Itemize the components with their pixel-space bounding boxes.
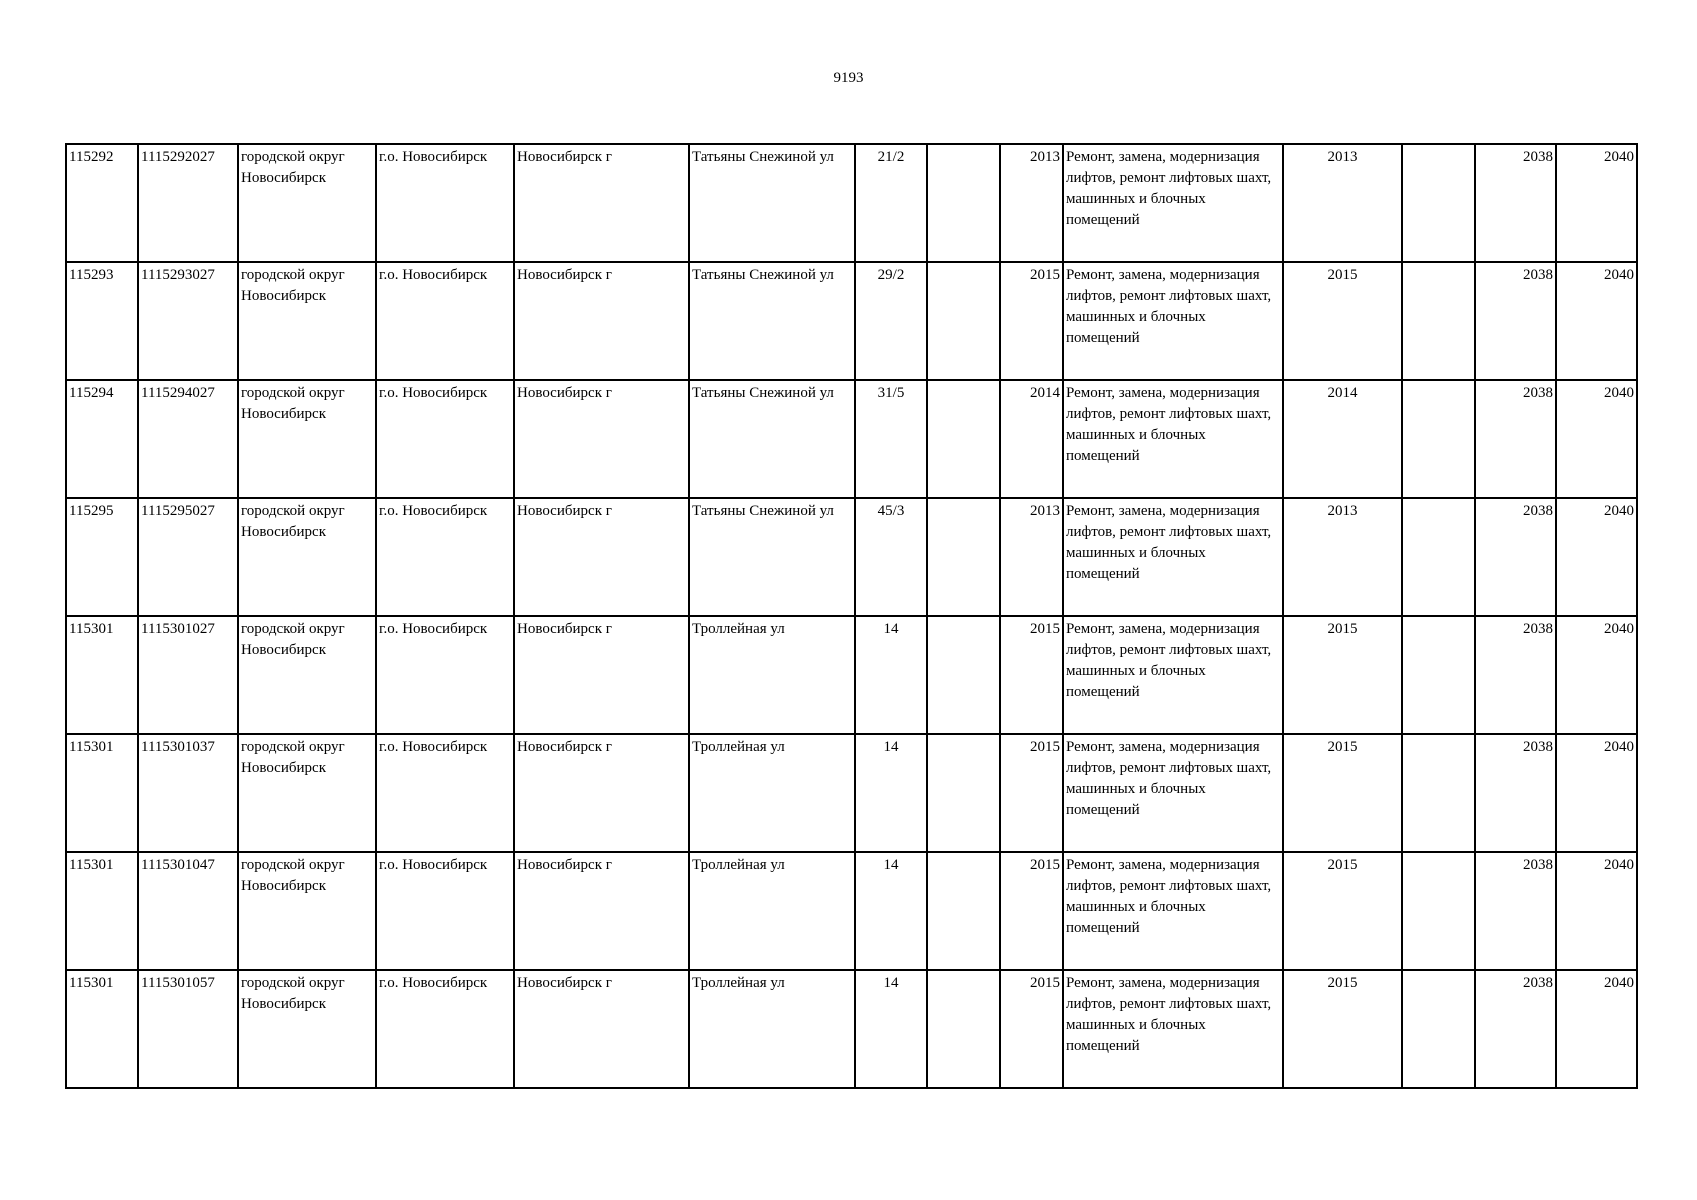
cell-street: Татьяны Снежиной ул (689, 262, 855, 380)
cell-work-type: Ремонт, замена, модернизация лифтов, ремонт лифтовых шахт, машинных и блочных помещений (1063, 262, 1283, 380)
cell-work-type: Ремонт, замена, модернизация лифтов, ремонт лифтовых шахт, машинных и блочных помещений (1063, 498, 1283, 616)
cell-work-year: 2015 (1283, 262, 1402, 380)
cell-work-year: 2015 (1283, 970, 1402, 1088)
cell-empty (1402, 380, 1475, 498)
cell-work-type: Ремонт, замена, модернизация лифтов, ремонт лифтовых шахт, машинных и блочных помещений (1063, 970, 1283, 1088)
cell-empty (1402, 734, 1475, 852)
table-body (66, 144, 1637, 1088)
cell-plan-from: 2038 (1475, 616, 1556, 734)
cell-empty (1402, 970, 1475, 1088)
cell-district: городской округ Новосибирск (238, 380, 376, 498)
cell-plan-to: 2040 (1556, 144, 1637, 262)
cell-district: городской округ Новосибирск (238, 262, 376, 380)
cell-settlement: Новосибирск г (514, 262, 689, 380)
cell-street: Троллейная ул (689, 734, 855, 852)
cell-plan-from: 2038 (1475, 734, 1556, 852)
cell-settlement: Новосибирск г (514, 852, 689, 970)
cell-code: 1115301037 (138, 734, 238, 852)
cell-street: Троллейная ул (689, 970, 855, 1088)
cell-code: 1115301047 (138, 852, 238, 970)
cell-street: Татьяны Снежиной ул (689, 144, 855, 262)
cell-plan-to: 2040 (1556, 498, 1637, 616)
table-row (66, 144, 1637, 262)
cell-year: 2015 (1000, 970, 1063, 1088)
cell-settlement: Новосибирск г (514, 616, 689, 734)
cell-plan-from: 2038 (1475, 970, 1556, 1088)
cell-empty (1402, 144, 1475, 262)
registry-table (65, 143, 1638, 1089)
cell-municipality: г.о. Новосибирск (376, 734, 514, 852)
cell-empty (1402, 852, 1475, 970)
cell-id: 115293 (66, 262, 138, 380)
cell-district: городской округ Новосибирск (238, 734, 376, 852)
cell-house: 14 (855, 852, 927, 970)
cell-plan-to: 2040 (1556, 734, 1637, 852)
cell-code: 1115295027 (138, 498, 238, 616)
cell-code: 1115292027 (138, 144, 238, 262)
cell-empty (927, 498, 1000, 616)
cell-plan-to: 2040 (1556, 262, 1637, 380)
cell-year: 2014 (1000, 380, 1063, 498)
cell-year: 2015 (1000, 262, 1063, 380)
cell-municipality: г.о. Новосибирск (376, 852, 514, 970)
table-row (66, 734, 1637, 852)
table-row (66, 970, 1637, 1088)
cell-district: городской округ Новосибирск (238, 498, 376, 616)
cell-house: 21/2 (855, 144, 927, 262)
cell-settlement: Новосибирск г (514, 734, 689, 852)
cell-work-type: Ремонт, замена, модернизация лифтов, ремонт лифтовых шахт, машинных и блочных помещений (1063, 852, 1283, 970)
cell-settlement: Новосибирск г (514, 970, 689, 1088)
cell-house: 14 (855, 616, 927, 734)
cell-plan-from: 2038 (1475, 144, 1556, 262)
cell-empty (927, 970, 1000, 1088)
cell-work-type: Ремонт, замена, модернизация лифтов, ремонт лифтовых шахт, машинных и блочных помещений (1063, 144, 1283, 262)
table-row (66, 498, 1637, 616)
cell-work-type: Ремонт, замена, модернизация лифтов, ремонт лифтовых шахт, машинных и блочных помещений (1063, 380, 1283, 498)
cell-plan-to: 2040 (1556, 380, 1637, 498)
cell-house: 14 (855, 970, 927, 1088)
cell-work-year: 2013 (1283, 498, 1402, 616)
cell-empty (927, 852, 1000, 970)
cell-settlement: Новосибирск г (514, 144, 689, 262)
cell-house: 29/2 (855, 262, 927, 380)
cell-work-type: Ремонт, замена, модернизация лифтов, ремонт лифтовых шахт, машинных и блочных помещений (1063, 734, 1283, 852)
cell-year: 2013 (1000, 498, 1063, 616)
cell-empty (927, 144, 1000, 262)
cell-house: 31/5 (855, 380, 927, 498)
cell-empty (1402, 498, 1475, 616)
cell-empty (927, 262, 1000, 380)
cell-year: 2013 (1000, 144, 1063, 262)
cell-work-year: 2015 (1283, 852, 1402, 970)
cell-municipality: г.о. Новосибирск (376, 498, 514, 616)
cell-id: 115294 (66, 380, 138, 498)
cell-code: 1115301057 (138, 970, 238, 1088)
cell-plan-to: 2040 (1556, 852, 1637, 970)
cell-district: городской округ Новосибирск (238, 852, 376, 970)
cell-id: 115301 (66, 852, 138, 970)
cell-empty (1402, 616, 1475, 734)
cell-house: 45/3 (855, 498, 927, 616)
table-row (66, 616, 1637, 734)
page-number: 9193 (833, 70, 864, 86)
cell-street: Троллейная ул (689, 852, 855, 970)
cell-id: 115301 (66, 734, 138, 852)
cell-plan-to: 2040 (1556, 970, 1637, 1088)
cell-id: 115301 (66, 616, 138, 734)
cell-id: 115301 (66, 970, 138, 1088)
cell-work-type: Ремонт, замена, модернизация лифтов, ремонт лифтовых шахт, машинных и блочных помещений (1063, 616, 1283, 734)
cell-municipality: г.о. Новосибирск (376, 970, 514, 1088)
cell-year: 2015 (1000, 616, 1063, 734)
table-row (66, 852, 1637, 970)
cell-code: 1115293027 (138, 262, 238, 380)
cell-street: Троллейная ул (689, 616, 855, 734)
cell-plan-to: 2040 (1556, 616, 1637, 734)
cell-id: 115295 (66, 498, 138, 616)
cell-year: 2015 (1000, 852, 1063, 970)
cell-street: Татьяны Снежиной ул (689, 380, 855, 498)
cell-settlement: Новосибирск г (514, 380, 689, 498)
cell-district: городской округ Новосибирск (238, 616, 376, 734)
cell-municipality: г.о. Новосибирск (376, 616, 514, 734)
cell-id: 115292 (66, 144, 138, 262)
cell-code: 1115301027 (138, 616, 238, 734)
cell-empty (1402, 262, 1475, 380)
cell-empty (927, 616, 1000, 734)
cell-work-year: 2015 (1283, 734, 1402, 852)
cell-district: городской округ Новосибирск (238, 970, 376, 1088)
cell-plan-from: 2038 (1475, 852, 1556, 970)
cell-work-year: 2014 (1283, 380, 1402, 498)
cell-work-year: 2013 (1283, 144, 1402, 262)
cell-work-year: 2015 (1283, 616, 1402, 734)
cell-municipality: г.о. Новосибирск (376, 380, 514, 498)
cell-settlement: Новосибирск г (514, 498, 689, 616)
cell-municipality: г.о. Новосибирск (376, 262, 514, 380)
cell-year: 2015 (1000, 734, 1063, 852)
cell-house: 14 (855, 734, 927, 852)
cell-plan-from: 2038 (1475, 498, 1556, 616)
table-row (66, 262, 1637, 380)
cell-empty (927, 734, 1000, 852)
cell-plan-from: 2038 (1475, 262, 1556, 380)
cell-plan-from: 2038 (1475, 380, 1556, 498)
cell-street: Татьяны Снежиной ул (689, 498, 855, 616)
cell-municipality: г.о. Новосибирск (376, 144, 514, 262)
cell-code: 1115294027 (138, 380, 238, 498)
cell-empty (927, 380, 1000, 498)
table-row (66, 380, 1637, 498)
cell-district: городской округ Новосибирск (238, 144, 376, 262)
